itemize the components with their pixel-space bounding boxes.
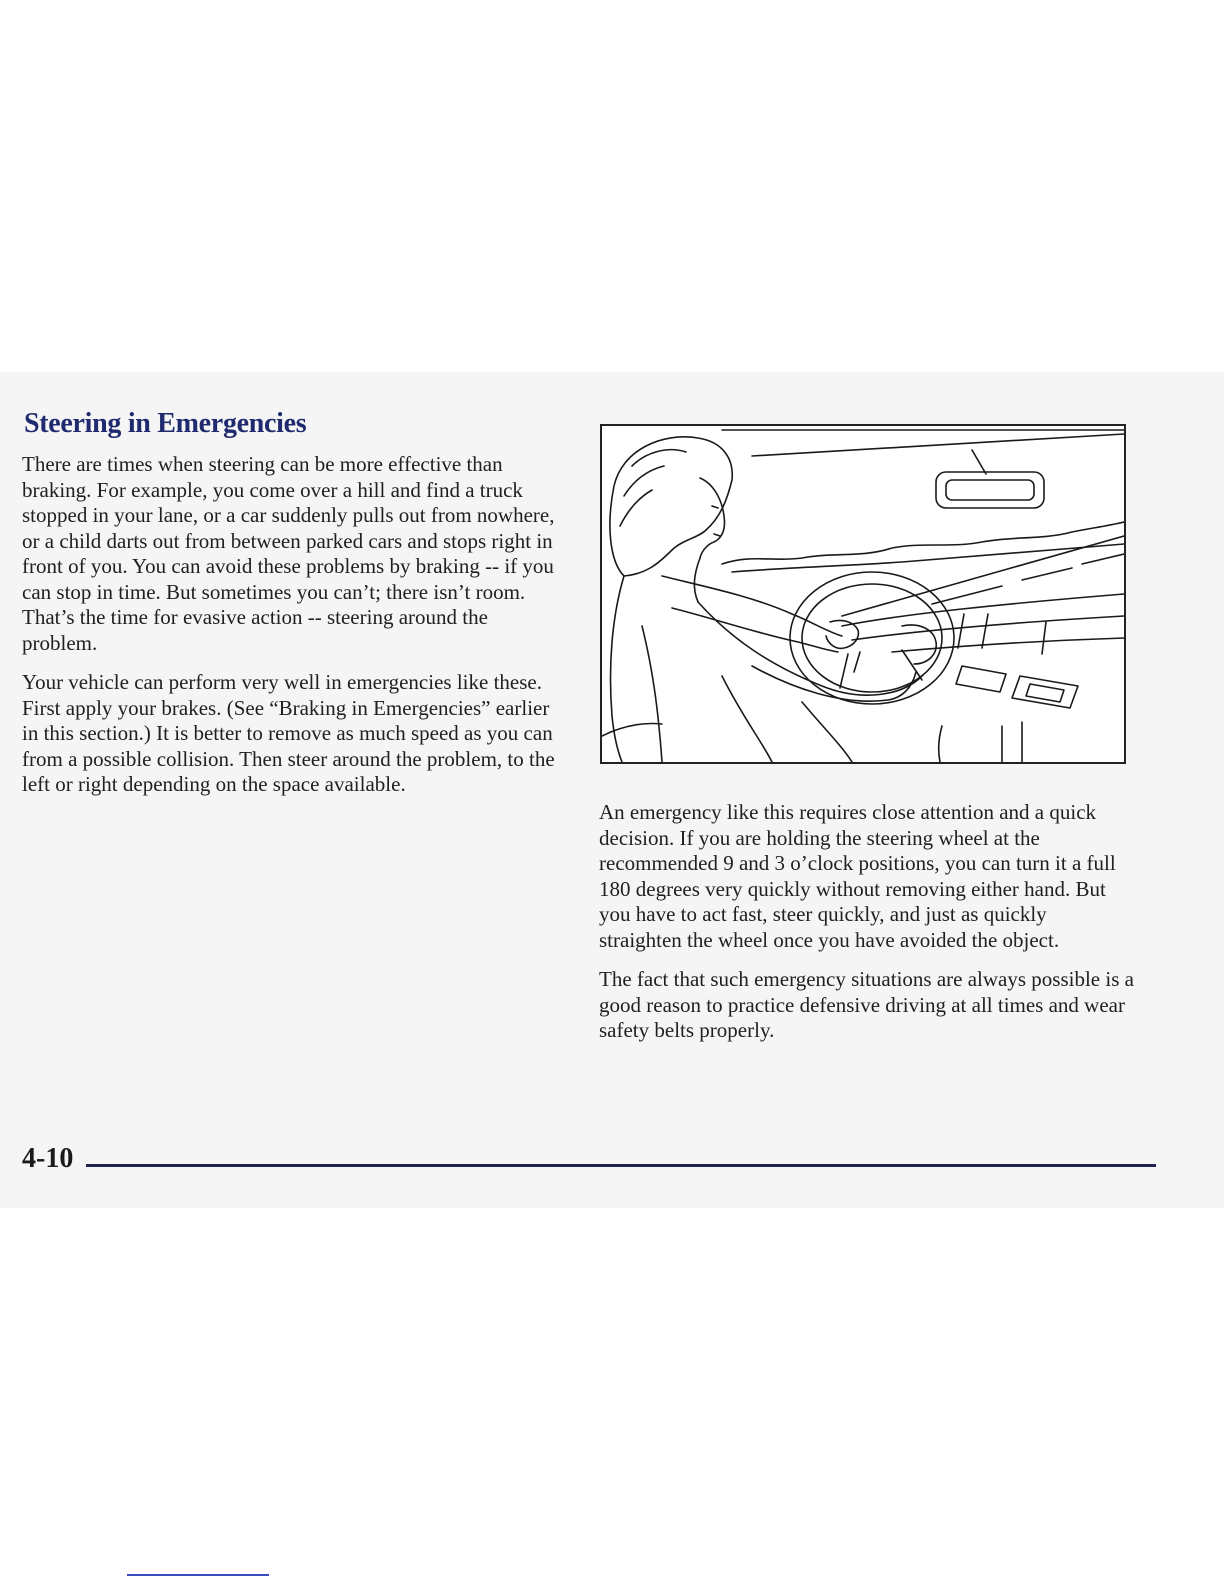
driver-left-arm-lower bbox=[672, 608, 838, 652]
left-column bbox=[22, 452, 562, 812]
mirror-glass bbox=[946, 480, 1034, 500]
right-paragraph-2: The fact that such emergency situations are always possible is a good reason to practice defensive driving at all times and wear safety belts properly. bbox=[599, 967, 1134, 1042]
right-paragraph-1: An emergency like this requires close attention and a quick decision. If you are holding the steering wheel at the recommended 9 and 3 o’clock positions, you can turn it a full 180 degrees very quickly without removing either hand. But you have to act fast, steer quickly, and just as quickly straighten the wheel once you have avoided the object. bbox=[599, 800, 1116, 952]
dash-panel-divider-3 bbox=[1042, 622, 1046, 654]
driver-mouth bbox=[714, 534, 720, 536]
dash-panel-divider-1 bbox=[958, 614, 964, 648]
driver-jacket-fold-1 bbox=[722, 676, 772, 762]
section-heading: Steering in Emergencies bbox=[24, 408, 307, 439]
dashboard-line-2 bbox=[852, 616, 1124, 640]
dash-panel-divider-2 bbox=[982, 614, 988, 648]
lane-dash-3 bbox=[1082, 554, 1124, 564]
dashboard-line-3 bbox=[892, 638, 1124, 652]
dashboard-top bbox=[842, 594, 1124, 626]
right-column bbox=[599, 800, 1134, 1058]
windshield-top-edge bbox=[752, 434, 1124, 456]
air-vent bbox=[956, 666, 1006, 692]
radio-control bbox=[1012, 676, 1078, 708]
seat-line bbox=[939, 726, 942, 762]
horizon-line bbox=[732, 544, 1124, 572]
seatbelt-line bbox=[642, 626, 662, 762]
left-paragraph-2: Your vehicle can perform very well in emergencies like these. First apply your brakes. (See “Braking in Emergencies” earlier in this section.) It is better to remove as much speed as you can from a possible collision. Then steer around the problem, to the left or right depending on the space available. bbox=[22, 670, 555, 796]
driver-neck bbox=[694, 558, 700, 602]
hair-strand-1 bbox=[632, 450, 686, 466]
hair-strand-2 bbox=[624, 466, 664, 496]
driver-back bbox=[611, 576, 625, 762]
driver-jacket-fold-2 bbox=[802, 702, 852, 762]
left-paragraph-1: There are times when steering can be more effective than braking. For example, you come over a hill and find a truck stopped in your lane, or a car suddenly pulls out from nowhere, or a child darts out from between parked cars and stops right in front of you. You can avoid these problems by braking -- if you can stop in time. But sometimes you can’t; there isn’t room. That’s the time for evasive action -- steering around the problem. bbox=[22, 452, 555, 655]
lane-dash-2 bbox=[1022, 568, 1072, 580]
road-edge-upper bbox=[842, 536, 1124, 616]
steering-hub-mark bbox=[854, 652, 860, 672]
page-footer bbox=[22, 1142, 1134, 1182]
radio-display bbox=[1026, 684, 1064, 702]
footer-rule bbox=[86, 1164, 1156, 1167]
driver-illustration-svg bbox=[602, 426, 1124, 762]
rear-view-mirror bbox=[936, 472, 1044, 508]
seat-edge bbox=[602, 724, 662, 737]
lane-dash-1 bbox=[932, 586, 1002, 604]
driver-chest bbox=[698, 602, 922, 695]
tree-line bbox=[722, 522, 1124, 564]
steering-spoke-1 bbox=[840, 654, 848, 688]
bottom-link-underline bbox=[127, 1574, 269, 1576]
driver-eye bbox=[712, 506, 718, 508]
driver-steering-illustration bbox=[600, 424, 1126, 764]
driver-left-hand bbox=[826, 620, 858, 648]
steering-spoke-2 bbox=[902, 650, 922, 680]
driver-face-profile bbox=[700, 478, 725, 558]
page-number: 4-10 bbox=[22, 1143, 74, 1174]
mirror-stem bbox=[972, 450, 986, 474]
